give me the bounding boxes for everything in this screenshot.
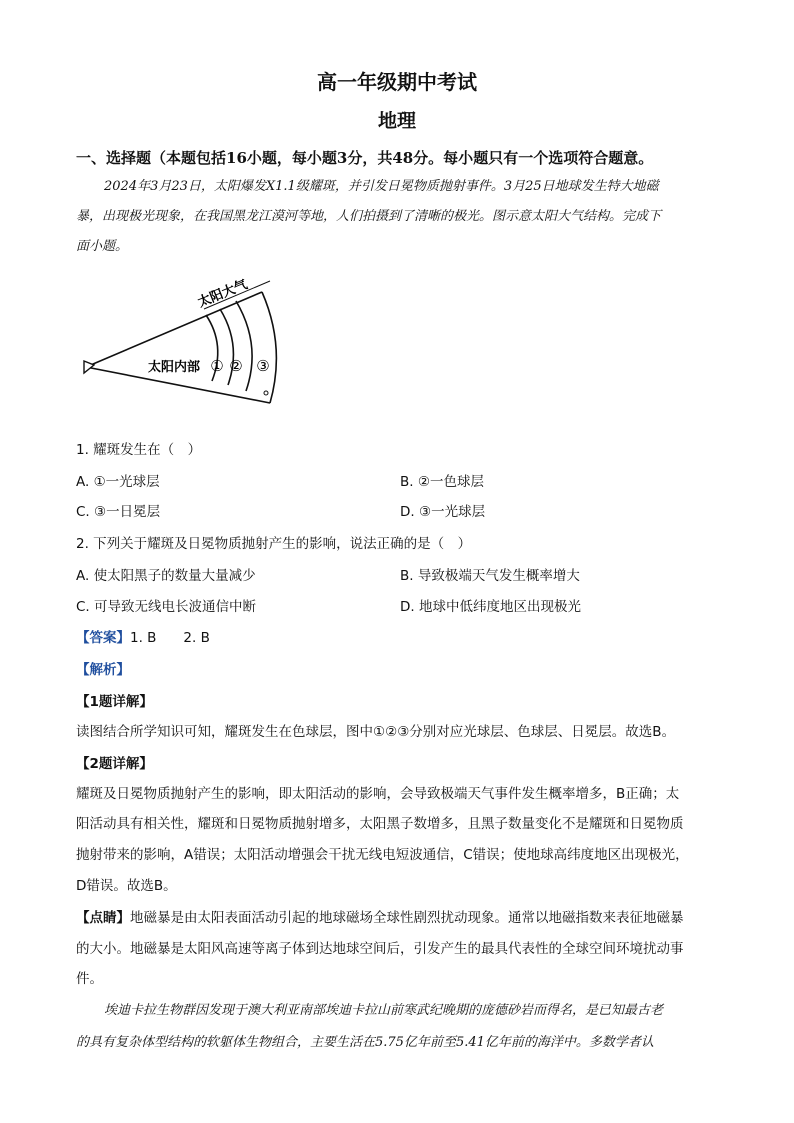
tip-row — [76, 906, 684, 926]
q2-option-b: B. 导致极端天气发生概率增大 — [400, 568, 580, 584]
passage-line: 暴，出现极光现象，在我国黑龙江漠河等地，人们拍摄到了清晰的极光。图示意太阳大气结构。完成下 — [76, 209, 662, 224]
subject-title: 地理 — [377, 110, 416, 132]
q1-detail-heading: 【1题详解】 — [76, 694, 153, 710]
q1-option-c: C. ③一日冕层 — [76, 504, 161, 520]
q2-detail-line: 耀斑及日冕物质抛射产生的影响，即太阳活动的影响，会导致极端天气事件发生概率增多，B正确；太 — [76, 786, 680, 802]
passage-intro — [76, 172, 726, 262]
q2-detail-line: D错误。故选B。 — [76, 878, 177, 894]
q2-detail-line: 阳活动具有相关性，耀斑和日冕物质抛射增多，太阳黑子数增多，且黑子数量变化不是耀斑和日冕物质 — [76, 816, 684, 832]
arc-3 — [236, 301, 252, 391]
q2-option-c: C. 可导致无线电长波通信中断 — [76, 599, 257, 615]
outer-label: 太阳大气 — [195, 277, 250, 311]
question-2-stem: 2. 下列关于耀斑及日冕物质抛射产生的影响，说法正确的是（ ） — [76, 536, 472, 552]
answer-text: 1. B 2. B — [130, 630, 210, 646]
q1-option-d: D. ③一光球层 — [400, 504, 486, 520]
layer-3-label: ③ — [256, 357, 270, 375]
q2-detail-line: 抛射带来的影响，A错误；太阳活动增强会干扰无线电短波通信，C错误；使地球高纬度地区出现极光， — [76, 847, 689, 863]
solar-structure-figure — [80, 275, 290, 415]
passage-line: 面小题。 — [76, 239, 129, 254]
layer-1-label: ① — [210, 357, 224, 375]
q1-option-a: A. ①一光球层 — [76, 474, 160, 490]
tip-label: 【点睛】 — [76, 910, 130, 926]
analysis-label: 【解析】 — [76, 662, 130, 678]
q1-option-b: B. ②一色球层 — [400, 474, 484, 490]
q2-option-d: D. 地球中低纬度地区出现极光 — [400, 599, 581, 615]
q2-option-a: A. 使太阳黑子的数量大量减少 — [76, 568, 256, 584]
q1-detail-text: 读图结合所学知识可知，耀斑发生在色球层，图中①②③分别对应光球层、色球层、日冕层。故选B。 — [76, 724, 676, 740]
exam-title: 高一年级期中考试 — [317, 70, 477, 94]
wedge-top-line — [86, 292, 262, 367]
inner-label: 太阳内部 — [148, 360, 201, 375]
tip-line: 件。 — [76, 971, 103, 987]
passage2-line: 埃迪卡拉生物群因发现于澳大利亚南部埃迪卡拉山前寒武纪晚期的庞德砂岩而得名，是已知最古老 — [104, 1003, 664, 1018]
tip-line: 地磁暴是由太阳表面活动引起的地球磁场全球性剧烈扰动现象。通常以地磁指数来表征地磁暴 — [130, 910, 684, 926]
apex-marker — [84, 361, 94, 373]
question-1-stem: 1. 耀斑发生在（ ） — [76, 442, 202, 458]
arc-outer — [262, 292, 276, 403]
q2-detail-heading: 【2题详解】 — [76, 756, 153, 772]
small-mark — [264, 391, 268, 395]
answer-label: 【答案】 — [76, 630, 130, 646]
passage2-line: 的具有复杂体型结构的软躯体生物组合，主要生活在5.75亿年前至5.41亿年前的海洋中。多数学者认 — [76, 1035, 654, 1050]
section-heading: 一、选择题（本题包括16小题，每小题3分，共48分。每小题只有一个选项符合题意。 — [76, 149, 654, 167]
passage-line: 2024年3月23日，太阳爆发X1.1级耀斑，并引发日冕物质抛射事件。3月25日地球发生特大地磁 — [104, 179, 659, 194]
answer-row — [76, 626, 210, 646]
tip-line: 的大小。地磁暴是太阳风高速等离子体到达地球空间后，引发产生的最具代表性的全球空间环境扰动事 — [76, 941, 684, 957]
layer-2-label: ② — [229, 357, 243, 375]
